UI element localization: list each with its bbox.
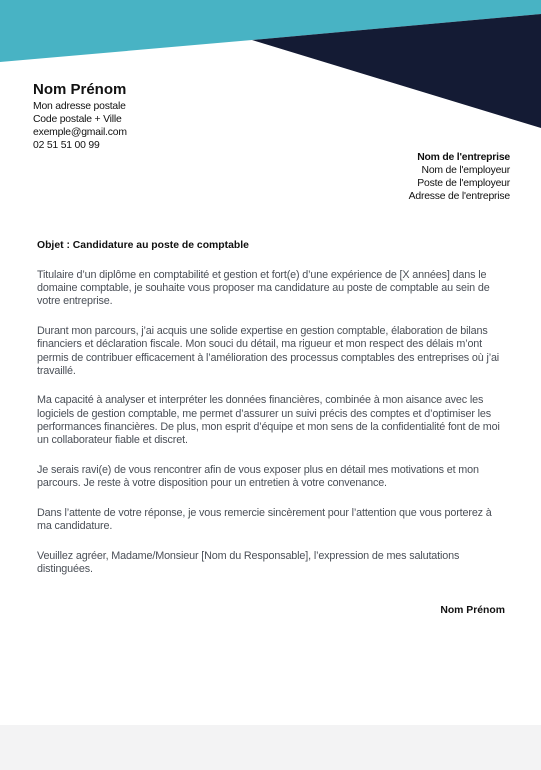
paragraph: Titulaire d’un diplôme en comptabilité et gestion et fort(e) d’une expérience de [X années] dans le domaine comptable, je souhaite vous proposer ma candidature au poste de comptable au sein de votre entreprise. bbox=[37, 269, 490, 308]
paragraph: Dans l’attente de votre réponse, je vous remercie sincèrement pour l’attention que vous porterez à ma candidature. bbox=[37, 506, 492, 532]
paragraph: Veuillez agréer, Madame/Monsieur [Nom du Responsable], l’expression de mes salutations distinguées. bbox=[37, 549, 460, 575]
sender-email: exemple@gmail.com bbox=[33, 127, 127, 138]
signature: Nom Prénom bbox=[440, 605, 505, 616]
recipient-address: Adresse de l'entreprise bbox=[408, 191, 510, 202]
letter-body bbox=[37, 269, 507, 592]
paragraph: Je serais ravi(e) de vous rencontrer afin de vous exposer plus en détail mes motivations et mon parcours. Je reste à votre disposition pour un entretien à votre convenance. bbox=[37, 463, 479, 489]
recipient-position: Poste de l'employeur bbox=[417, 178, 510, 189]
paragraph: Durant mon parcours, j’ai acquis une solide expertise en gestion comptable, élaboration de bilans financiers et déclaration fiscale. Mon souci du détail, ma rigueur et mon respect des délais m’ont permis de contribuer efficacement à l’amélioration des processus comptables des entreprises où j’ai travaillé. bbox=[37, 325, 500, 377]
sender-name: Nom Prénom bbox=[33, 81, 127, 98]
sender-city: Code postale + Ville bbox=[33, 114, 122, 125]
paragraph: Ma capacité à analyser et interpréter les données financières, combinée à mon aisance avec les logiciels de gestion comptable, me permet d’assurer un suivi précis des comptes et d’optimiser les performances financières. De plus, mon esprit d’équipe et mon sens de la confidentialité font de moi un collaborateur fiable et discret. bbox=[37, 394, 500, 447]
sender-phone: 02 51 51 00 99 bbox=[33, 140, 100, 151]
sender-address: Mon adresse postale bbox=[33, 101, 126, 112]
recipient-block bbox=[409, 151, 510, 203]
sender-block bbox=[33, 81, 127, 152]
recipient-employer: Nom de l'employeur bbox=[421, 165, 510, 176]
recipient-company: Nom de l'entreprise bbox=[417, 152, 510, 163]
letter-subject: Objet : Candidature au poste de comptable bbox=[37, 240, 249, 251]
